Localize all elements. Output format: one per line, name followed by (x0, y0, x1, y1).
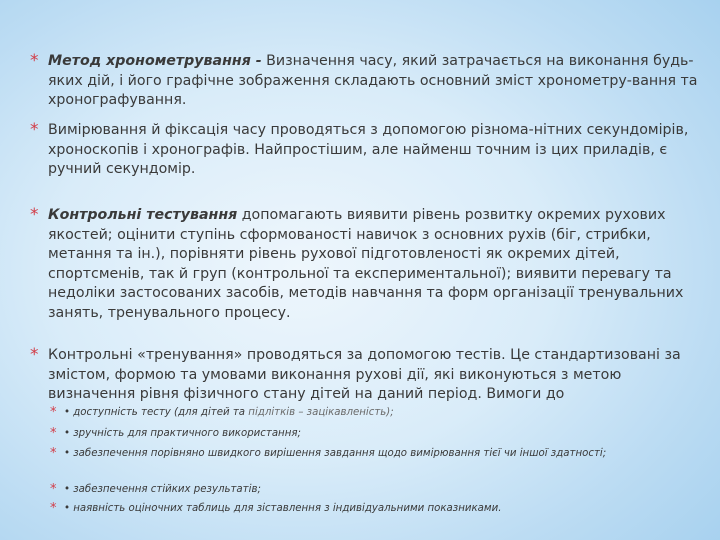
bullet-marker: * (30, 205, 39, 225)
bullet-marker: * (30, 345, 39, 365)
paragraph-text (48, 346, 698, 405)
requirement-item (50, 406, 690, 419)
paragraph-body: Визначення часу, який затрачається на виконання будь-яких дій, і його графічне зображення складають основний зміст хронометру-вання та хронографування. (48, 53, 698, 108)
bullet-marker: * (50, 405, 57, 420)
requirement-main: • доступність тесту (для дітей та (64, 407, 246, 418)
paragraph-control-testing (30, 206, 698, 323)
paragraph-measurement (30, 121, 698, 180)
paragraph-chronometry (30, 52, 698, 111)
requirement-item (50, 447, 690, 460)
requirement-tail: підлітків – зацікавленість); (245, 407, 394, 418)
paragraph-text (48, 121, 698, 180)
bullet-marker: * (50, 426, 57, 441)
paragraph-text (48, 206, 698, 323)
paragraph-body: Контрольні «тренування» проводяться за допомогою тестів. Це стандартизовані за змістом, формою та умовами виконання рухові дії, які виконуються з метою визначення рівня фізичного стану дітей на даний період. Вимоги до (48, 347, 681, 402)
paragraph-emphasis: Контрольні тестування (48, 207, 238, 223)
bullet-marker: * (50, 501, 57, 516)
paragraph-emphasis: Метод хронометрування - (48, 53, 262, 69)
bullet-marker: * (50, 482, 57, 497)
requirement-text: • забезпечення стійких результатів; (64, 484, 261, 495)
requirement-text (64, 406, 690, 419)
requirement-item (50, 502, 690, 515)
requirement-text: • забезпечення порівняно швидкого вирішення завдання щодо вимірювання тієї чи іншої здатності; (64, 448, 607, 459)
paragraph-body: допомагають виявити рівень розвитку окремих рухових якостей; оцінити ступінь сформованості навичок з основних рухів (біг, стрибки, метання та ін.), порівняти рівень рухової підготовленості як окремих дітей, спортсменів, так й груп (контрольної та експериментальної); виявити перевагу та недоліки застосованих засобів, методів навчання та форм організації тренувальних занять, тренувального процесу. (48, 207, 684, 321)
requirement-item (50, 483, 690, 496)
requirement-item (50, 427, 690, 440)
bullet-marker: * (30, 120, 39, 140)
paragraph-control-training (30, 346, 698, 405)
paragraph-body: Вимірювання й фіксація часу проводяться з допомогою різнома-нітних секундомірів, хроноскопів і хронографів. Найпростішим, але найменш точним із цих приладів, є ручний секундомір. (48, 122, 689, 177)
paragraph-text (48, 52, 698, 111)
bullet-marker: * (30, 51, 39, 71)
requirement-text: • зручність для практичного використання; (64, 428, 301, 439)
bullet-marker: * (50, 446, 57, 461)
requirement-text: • наявність оціночних таблиць для зіставлення з індивідуальними показниками. (64, 503, 502, 514)
